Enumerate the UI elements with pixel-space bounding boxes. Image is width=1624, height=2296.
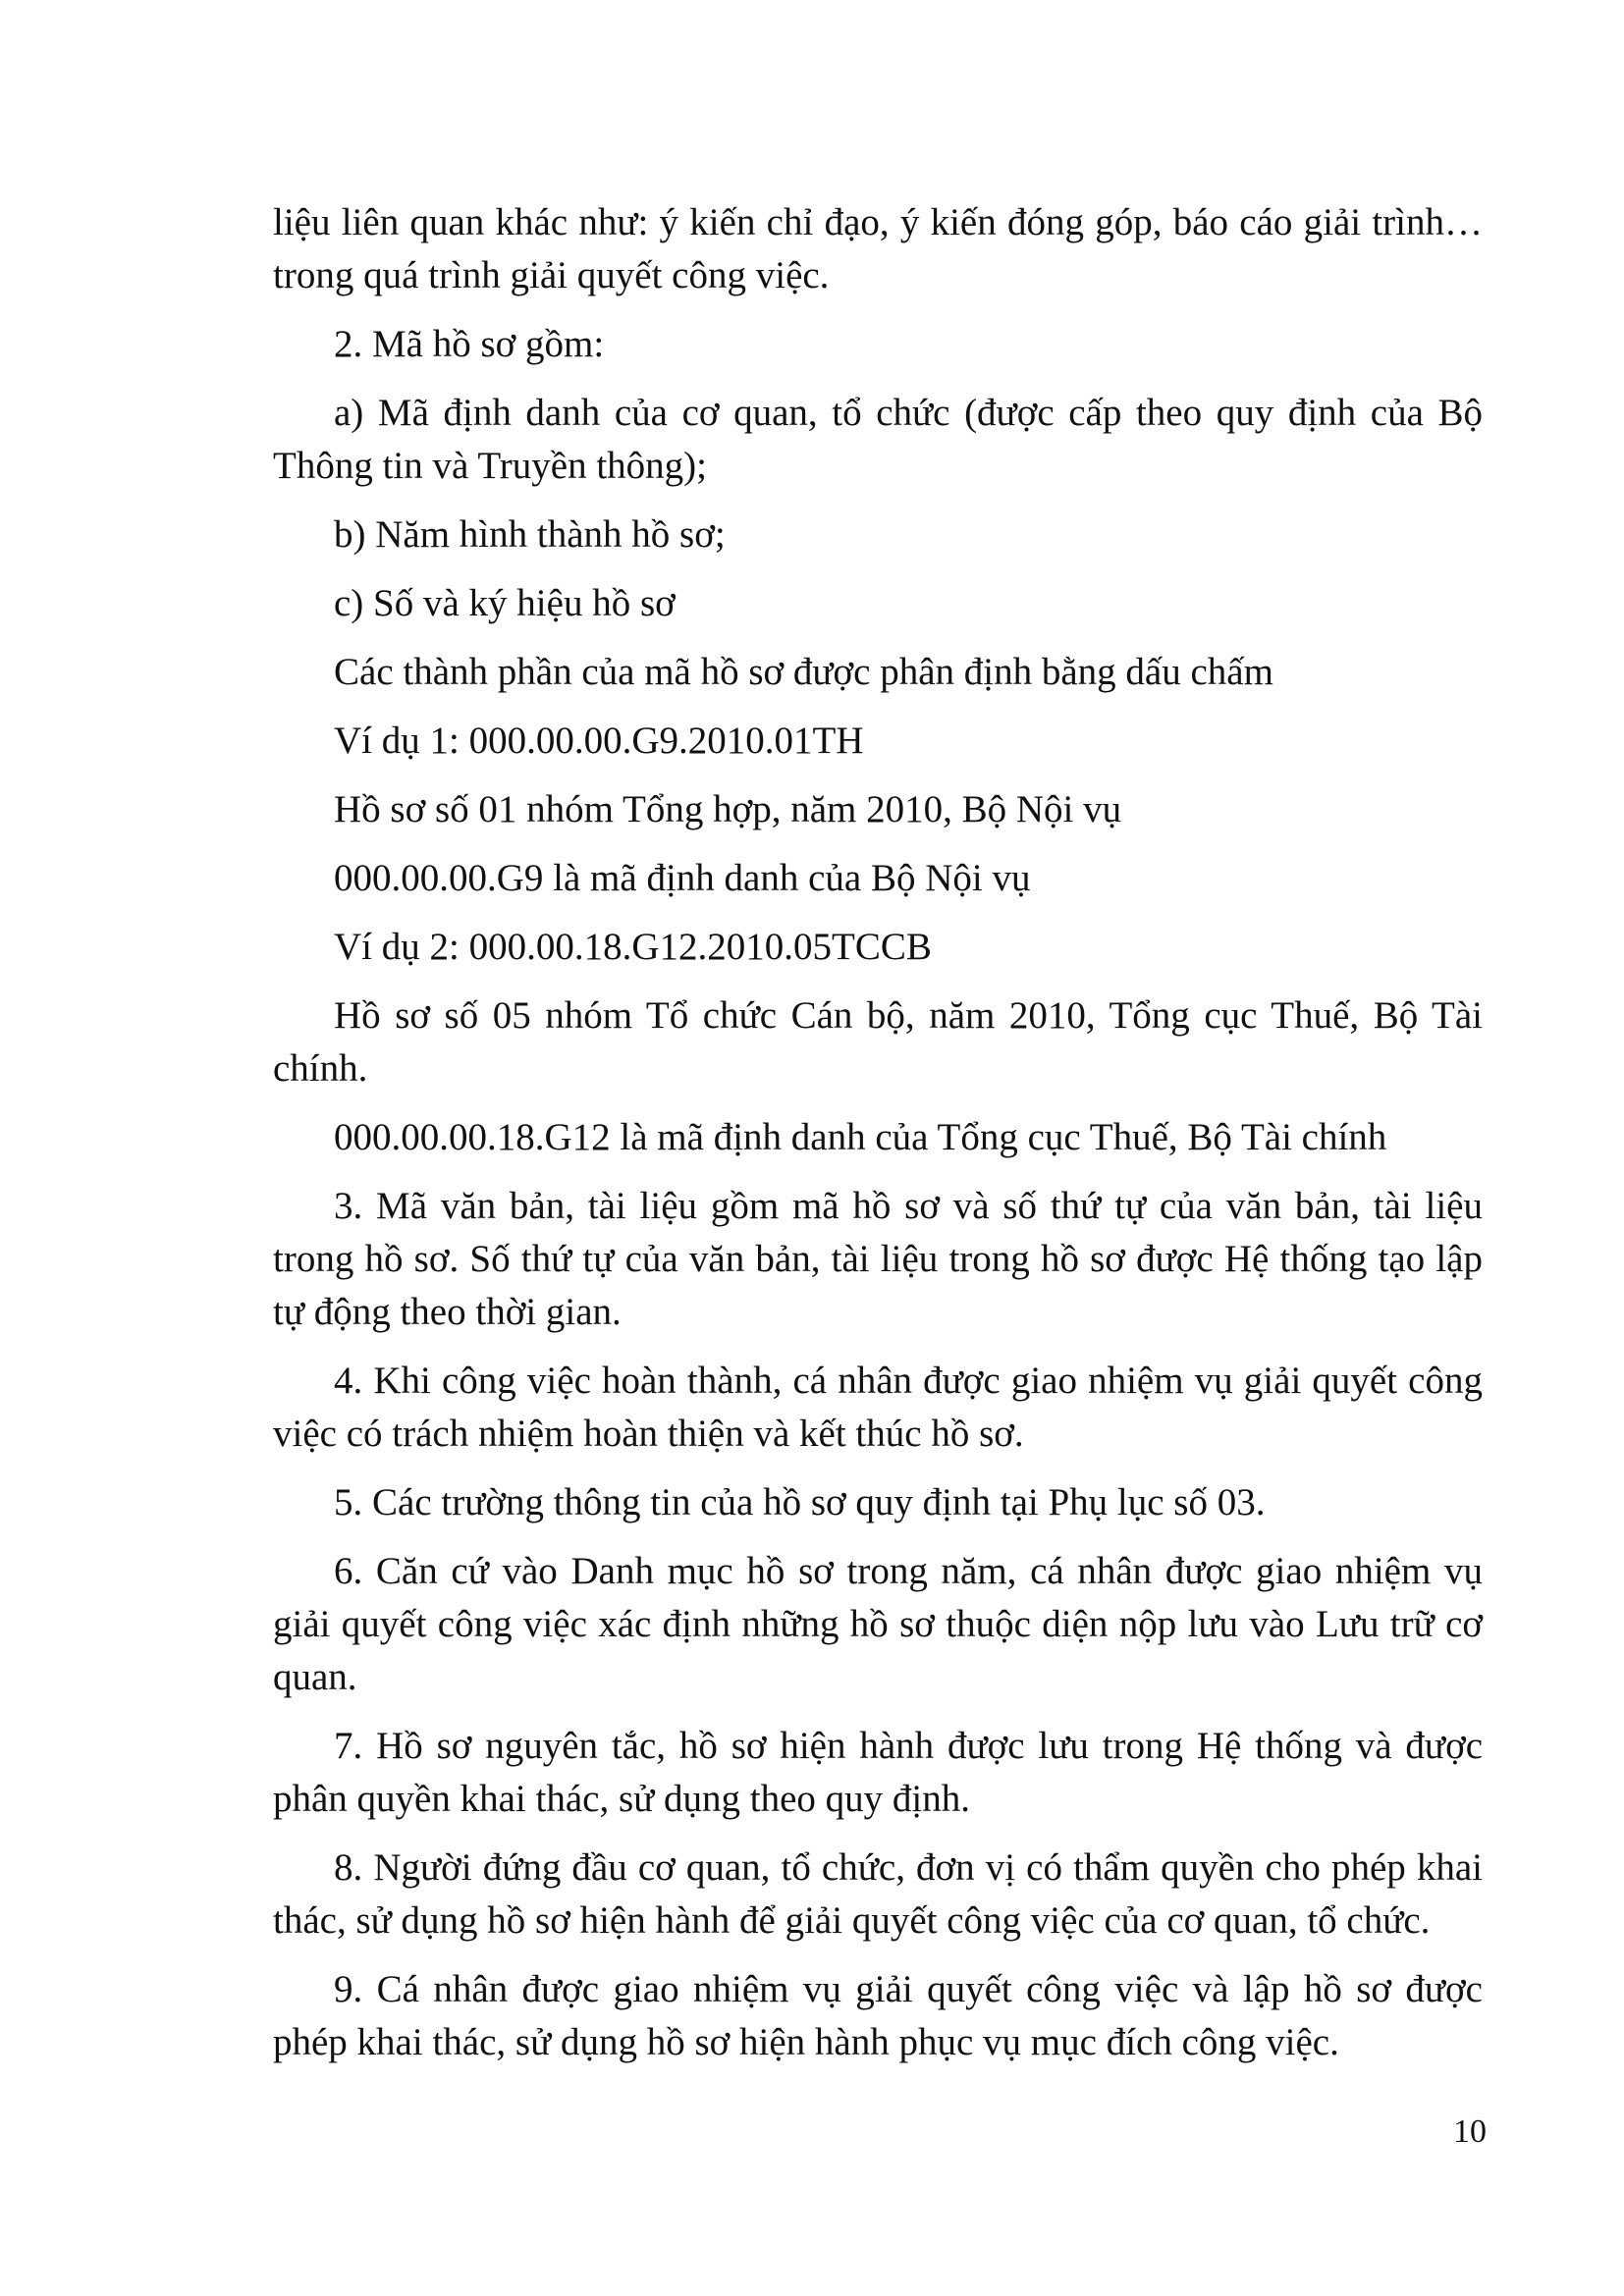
paragraph-example-1-code: 000.00.00.G9 là mã định danh của Bộ Nội vụ [334, 857, 1031, 899]
paragraph-example-1-desc: Hồ sơ số 01 nhóm Tổng hợp, năm 2010, Bộ Nội vụ [334, 788, 1122, 830]
paragraph-example-2-code: 000.00.00.18.G12 là mã định danh của Tổng cục Thuế, Bộ Tài chính [334, 1116, 1387, 1158]
paragraph-item-2b: b) Năm hình thành hồ sơ; [334, 513, 726, 556]
paragraph-item-7: 7. Hồ sơ nguyên tắc, hồ sơ hiện hành được lưu trong Hệ thống và được phân quyền khai thác, sử dụng theo quy định. [273, 1725, 1483, 1820]
document-body [273, 196, 1483, 2085]
paragraph-item-8: 8. Người đứng đầu cơ quan, tổ chức, đơn vị có thẩm quyền cho phép khai thác, sử dụng hồ sơ hiện hành để giải quyết công việc của cơ quan, tổ chức. [273, 1846, 1483, 1942]
paragraph-item-9: 9. Cá nhân được giao nhiệm vụ giải quyết công việc và lập hồ sơ được phép khai thác, sử dụng hồ sơ hiện hành phục vụ mục đích công việc. [273, 1968, 1483, 2063]
paragraph-example-2-desc: Hồ sơ số 05 nhóm Tổ chức Cán bộ, năm 2010, Tổng cục Thuế, Bộ Tài chính. [273, 994, 1483, 1090]
paragraph-example-1: Ví dụ 1: 000.00.00.G9.2010.01TH [334, 720, 864, 762]
paragraph-item-2c: c) Số và ký hiệu hồ sơ [334, 582, 676, 624]
paragraph-item-4: 4. Khi công việc hoàn thành, cá nhân được giao nhiệm vụ giải quyết công việc có trách nhiệm hoàn thiện và kết thúc hồ sơ. [273, 1360, 1483, 1455]
paragraph-item-6: 6. Căn cứ vào Danh mục hồ sơ trong năm, cá nhân được giao nhiệm vụ giải quyết công việc xác định những hồ sơ thuộc diện nộp lưu vào Lưu trữ cơ quan. [273, 1550, 1483, 1698]
page-number: 10 [1453, 2113, 1487, 2150]
paragraph-continuation: liệu liên quan khác như: ý kiến chỉ đạo, ý kiến đóng góp, báo cáo giải trình… trong quá trình giải quyết công việc. [273, 201, 1483, 296]
paragraph-example-2: Ví dụ 2: 000.00.18.G12.2010.05TCCB [334, 926, 932, 968]
paragraph-item-2: 2. Mã hồ sơ gồm: [334, 323, 605, 365]
paragraph-item-5: 5. Các trường thông tin của hồ sơ quy định tại Phụ lục số 03. [334, 1481, 1266, 1523]
paragraph-code-separator: Các thành phần của mã hồ sơ được phân định bằng dấu chấm [334, 651, 1273, 693]
paragraph-item-3: 3. Mã văn bản, tài liệu gồm mã hồ sơ và số thứ tự của văn bản, tài liệu trong hồ sơ. Số thứ tự của văn bản, tài liệu trong hồ sơ được Hệ thống tạo lập tự động theo thời gian. [273, 1185, 1483, 1333]
paragraph-item-2a: a) Mã định danh của cơ quan, tổ chức (được cấp theo quy định của Bộ Thông tin và Truyền thông); [273, 392, 1483, 487]
